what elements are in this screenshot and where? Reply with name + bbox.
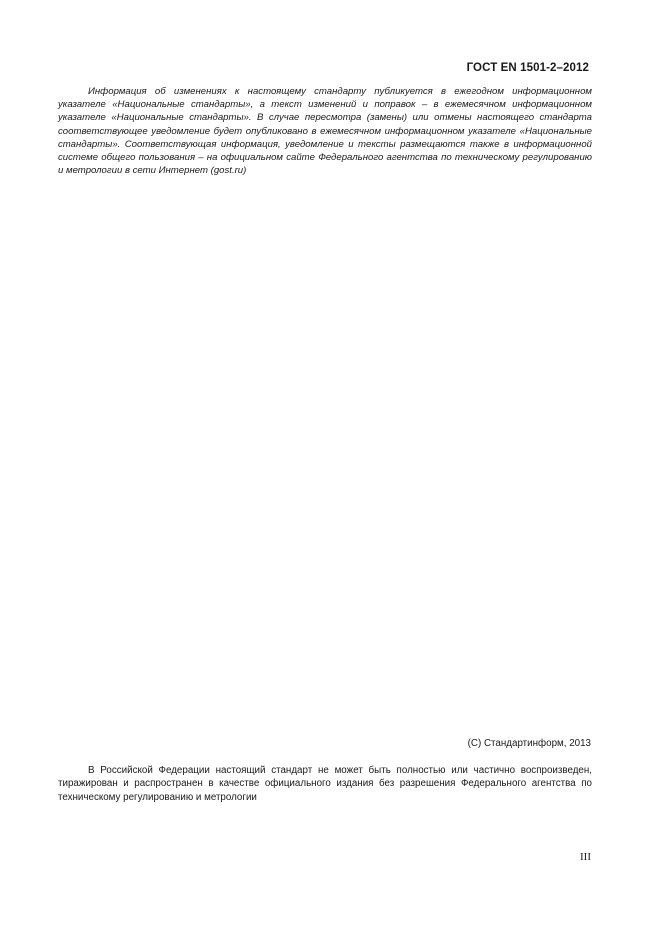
reproduction-rights-text: В Российской Федерации настоящий стандарт не может быть полностью или частично воспроизведен, тиражирован и распространен в качестве официального издания без разрешения Федерального агентства по техническому регулированию и метрологии (58, 765, 592, 803)
document-code: ГОСТ EN 1501-2–2012 (466, 62, 589, 74)
copyright-line: (С) Стандартинформ, 2013 (467, 738, 591, 749)
reproduction-rights-paragraph (58, 764, 592, 804)
amendments-notice-text: Информация об изменениях к настоящему стандарту публикуется в ежегодном информационном указателе «Национальные стандарты», а текст изменений и поправок – в ежемесячном информационном указателе «Национальные стандарты». В случае пересмотра (замены) или отмены настоящего стандарта соответствующее уведомление будет опубликовано в ежемесячном информационном указателе «Национальные стандарты». Соответствующая информация, уведомление и тексты размещаются также в информационной системе общего пользования – на официальном сайте Федерального агентства по техническому регулированию и метрологии в сети Интернет (gost.ru) (58, 86, 592, 177)
amendments-notice-paragraph (58, 85, 592, 177)
page-number: III (580, 851, 591, 863)
